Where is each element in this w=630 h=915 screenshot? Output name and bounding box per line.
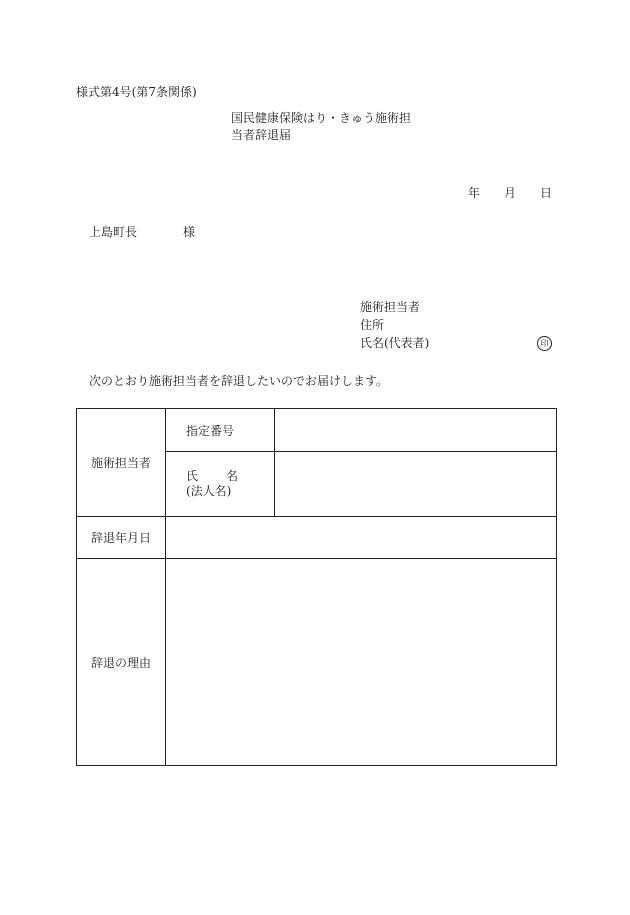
name-field[interactable] — [275, 452, 557, 517]
form-number: 様式第4号(第7条関係) — [76, 85, 197, 99]
corp-name-label: (法人名) — [186, 484, 232, 498]
name-label-second: 名 — [226, 469, 239, 483]
table-row — [77, 409, 557, 452]
document-title — [231, 110, 416, 144]
withdrawal-reason-label: 辞退の理由 — [77, 559, 166, 766]
addressee-honorific: 様 — [183, 225, 196, 239]
designation-number-label: 指定番号 — [166, 409, 275, 452]
table-row — [77, 517, 557, 559]
name-label — [186, 469, 274, 484]
applicant-address-label: 住所 — [360, 318, 385, 332]
name-label-first: 氏 — [186, 469, 199, 483]
applicant-name-label: 氏名(代表者) — [360, 336, 430, 350]
date-year-label: 年 — [468, 186, 481, 200]
name-label-cell — [166, 452, 275, 517]
date-month-label: 月 — [504, 186, 517, 200]
addressee — [89, 224, 195, 240]
applicant-block — [360, 298, 429, 352]
date-day-label: 日 — [540, 186, 553, 200]
addressee-name: 上島町長 — [89, 225, 138, 239]
designation-number-field[interactable] — [275, 409, 557, 452]
form-table — [76, 408, 557, 766]
date-line — [468, 185, 552, 201]
document-title-line-1: 国民健康保険はり・きゅう施術担 — [231, 111, 412, 125]
seal-mark: 印 — [537, 336, 552, 351]
intro-text: 次のとおり施術担当者を辞退したいのでお届けします。 — [89, 374, 389, 388]
withdrawal-reason-field[interactable] — [166, 559, 557, 766]
withdrawal-date-label: 辞退年月日 — [77, 517, 166, 559]
table-row — [77, 559, 557, 766]
document-title-line-2: 当者辞退届 — [231, 128, 292, 142]
applicant-role: 施術担当者 — [360, 300, 421, 314]
practitioner-label: 施術担当者 — [77, 409, 166, 517]
withdrawal-date-field[interactable] — [166, 517, 557, 559]
